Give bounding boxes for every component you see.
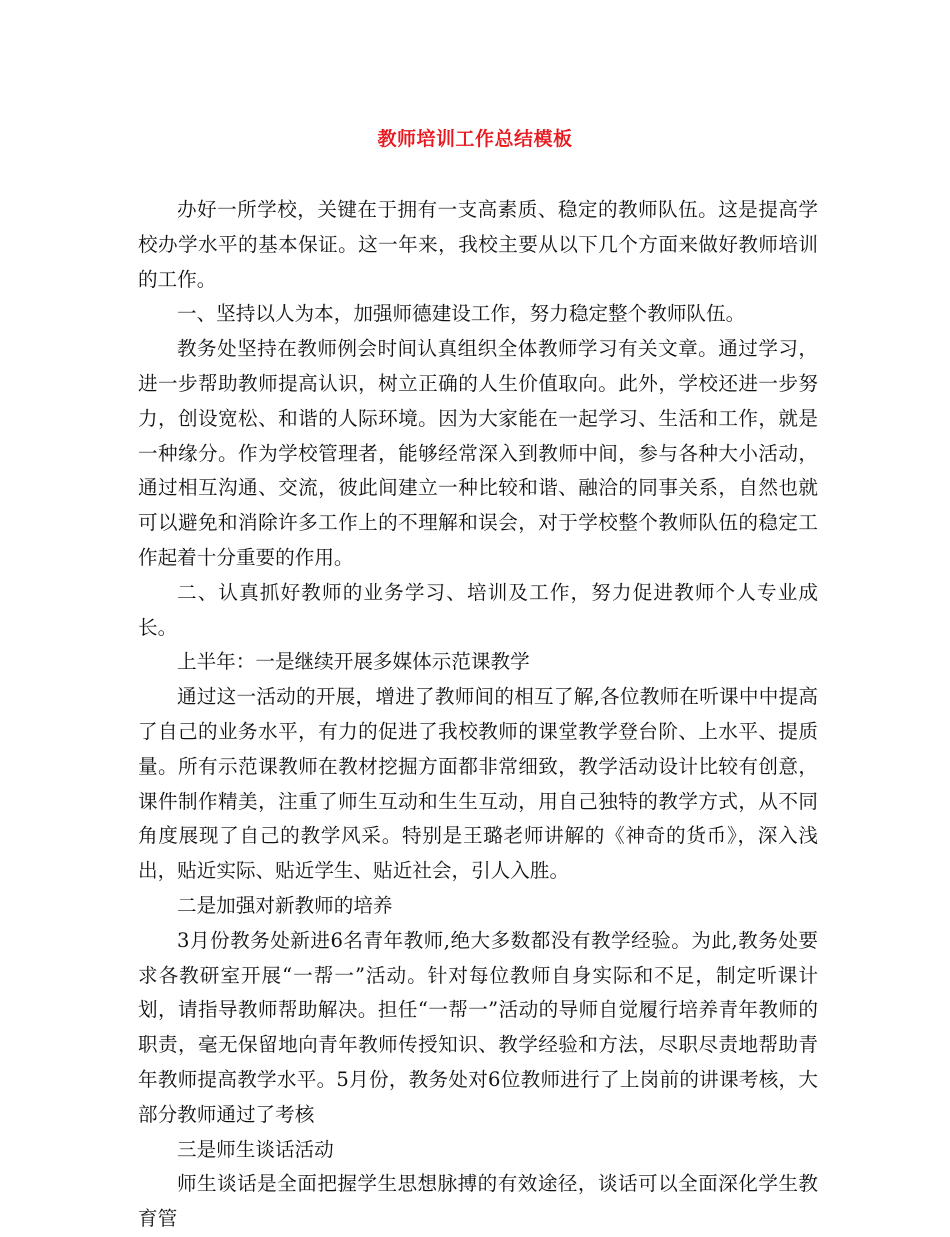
subheading-talks: 三是师生谈话活动 <box>177 1137 334 1161</box>
document-body <box>138 193 818 1237</box>
paragraph-ethics: 教务处坚持在教师例会时间认真组织全体教师学习有关文章。通过学习，进一步帮助教师提高认识，树立正确的人生价值取向。此外，学校还进一步努力，创设宽松、和谐的人际环境。因为大家能在一起学习、生活和工作，就是一种缘分。作为学校管理者，能够经常深入到教师中间，参与各种大小活动，通过相互沟通、交流，彼此间建立一种比较和谐、融洽的同事关系，自然也就可以避免和消除许多工作上的不理解和误会，对于学校整个教师队伍的稳定工作起着十分重要的作用。 <box>138 337 818 569</box>
paragraph-intro: 办好一所学校，关键在于拥有一支高素质、稳定的教师队伍。这是提高学校办学水平的基本保证。这一年来，我校主要从以下几个方面来做好教师培训的工作。 <box>138 198 818 291</box>
section-heading-1: 一、坚持以人为本，加强师德建设工作，努力稳定整个教师队伍。 <box>177 302 746 326</box>
paragraph-new-teachers: 3月份教务处新进6名青年教师,绝大多数都没有教学经验。为此,教务处要求各教研室开展“一帮一”活动。针对每位教师自身实际和不足，制定听课计划，请指导教师帮助解决。担任“一帮一”活动的导师自觉履行培养青年教师的职责，毫无保留地向青年教师传授知识、教学经验和方法，尽职尽责地帮助青年教师提高教学水平。5月份，教务处对6位教师进行了上岗前的讲课考核，大部分教师通过了考核 <box>138 928 818 1126</box>
subheading-new-teachers: 二是加强对新教师的培养 <box>177 893 393 917</box>
subheading-multimedia: 上半年：一是继续开展多媒体示范课教学 <box>177 650 530 674</box>
paragraph-talks: 师生谈话是全面把握学生思想脉搏的有效途径，谈话可以全面深化学生教育管 <box>138 1172 818 1231</box>
paragraph-multimedia: 通过这一活动的开展，增进了教师间的相互了解,各位教师在听课中中提高了自己的业务水平，有力的促进了我校教师的课堂教学登台阶、上水平、提质量。所有示范课教师在教材挖掘方面都非常细致，教学活动设计比较有创意，课件制作精美，注重了师生互动和生生互动，用自己独特的教学方式，从不同角度展现了自己的教学风采。特别是王璐老师讲解的《神奇的货币》，深入浅出，贴近实际、贴近学生、贴近社会，引人入胜。 <box>138 685 818 883</box>
section-heading-2: 二、认真抓好教师的业务学习、培训及工作，努力促进教师个人专业成长。 <box>138 580 818 639</box>
document-title: 教师培训工作总结模板 <box>377 128 573 150</box>
